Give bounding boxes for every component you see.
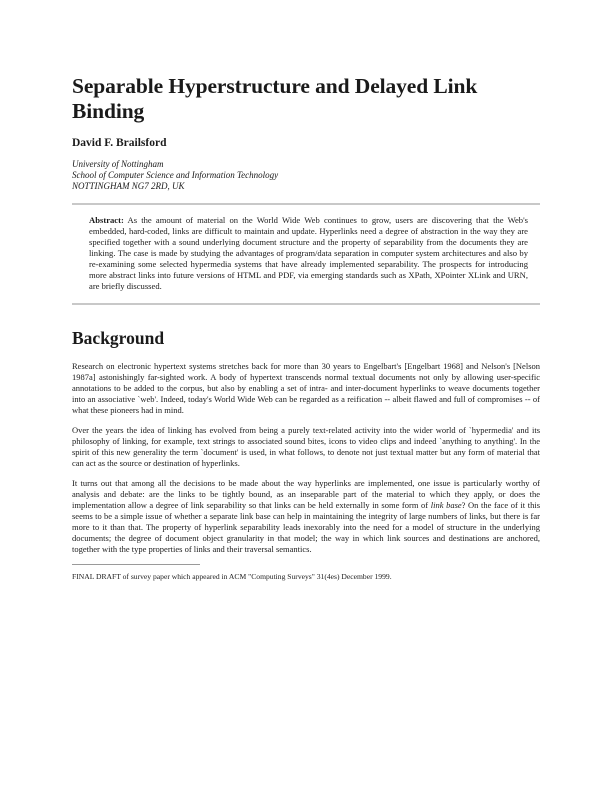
- abstract-label: Abstract:: [89, 215, 124, 225]
- body-paragraph: Over the years the idea of linking has evolved from being a purely text-related activity into the wider world of `hypermedia' and its philosophy of linking, for example, text strings to associated sound bites, icons to video clips and indeed `anything to anything'. In the spirit of this new generality the term `document' is used, in what follows, to denote not just textual matter but any form of material that can act as the source or destination of hyperlinks.: [72, 425, 540, 468]
- footnote: FINAL DRAFT of survey paper which appeared in ACM "Computing Surveys" 31(4es) December 1999.: [72, 572, 392, 581]
- body-paragraph: Research on electronic hypertext systems stretches back for more than 30 years to Engelbart's [Engelbart 1968] and Nelson's [Nelson 1987a] astonishingly far-sighted work. A body of hypertext transcends normal textual documents not only by allowing user-specific annotations to be added to the corpus, but also by enabling a set of intra- and inter-document hyperlinks to weave documents together into an associative `web'. Indeed, today's World Wide Web can be regarded as a reification -- albeit flawed and full of compromises -- of what these pioneers had in mind.: [72, 361, 540, 415]
- footnote-rule: [72, 564, 200, 565]
- bottom-rule: [72, 303, 540, 305]
- paragraph-text: ? On the face of it this seems to be a simple issue of whether a separate link base can help in maintaining the integrity of large numbers of links, but there is far more to it than that. The property of hyperlink separability leads inexorably into the need for a model of structure in the underlying documents; the degree of document object granularity in that model; the way in which link sources and destinations are anchored, together with the type properties of links and their traversal semantics.: [72, 500, 540, 554]
- author-affiliation: [72, 159, 540, 192]
- abstract-text: As the amount of material on the World Wide Web continues to grow, users are discovering that the Web's embedded, hard-coded, links are difficult to maintain and update. Hyperlinks need a degree of abstraction in the way they are specified together with a sound underlying document structure and the property of separability from the documents they are linking. The case is made by studying the advantages of program/data separation in computer system architectures and also by re-examining some selected hypermedia systems that have already implemented separability. The prospects for introducing more abstract links into future versions of HTML and PDF, via emerging standards such as XPath, XPointer XLink and URN, are briefly discussed.: [89, 215, 528, 291]
- top-rule: [72, 203, 540, 205]
- affiliation-line: NOTTINGHAM NG7 2RD, UK: [72, 181, 185, 191]
- paper-page: [72, 74, 540, 582]
- author-name: David F. Brailsford: [72, 137, 167, 149]
- section-heading: Background: [72, 328, 165, 348]
- paper-title: Separable Hyperstructure and Delayed Link Binding: [72, 74, 478, 123]
- affiliation-line: University of Nottingham: [72, 159, 164, 169]
- affiliation-line: School of Computer Science and Information Technology: [72, 170, 279, 180]
- body-paragraph: [72, 478, 540, 555]
- link-base-term: link base: [430, 500, 462, 510]
- abstract: [89, 215, 528, 292]
- paragraph-text: It turns out that among all the decisions to be made about the way hyperlinks are implemented, one issue is particularly worthy of analysis and debate: are the links to be tightly bound, as an inseparable part of the material to which they apply, or does the implementation allow a degree of link separability so that links can be held externally in some form of: [72, 478, 540, 510]
